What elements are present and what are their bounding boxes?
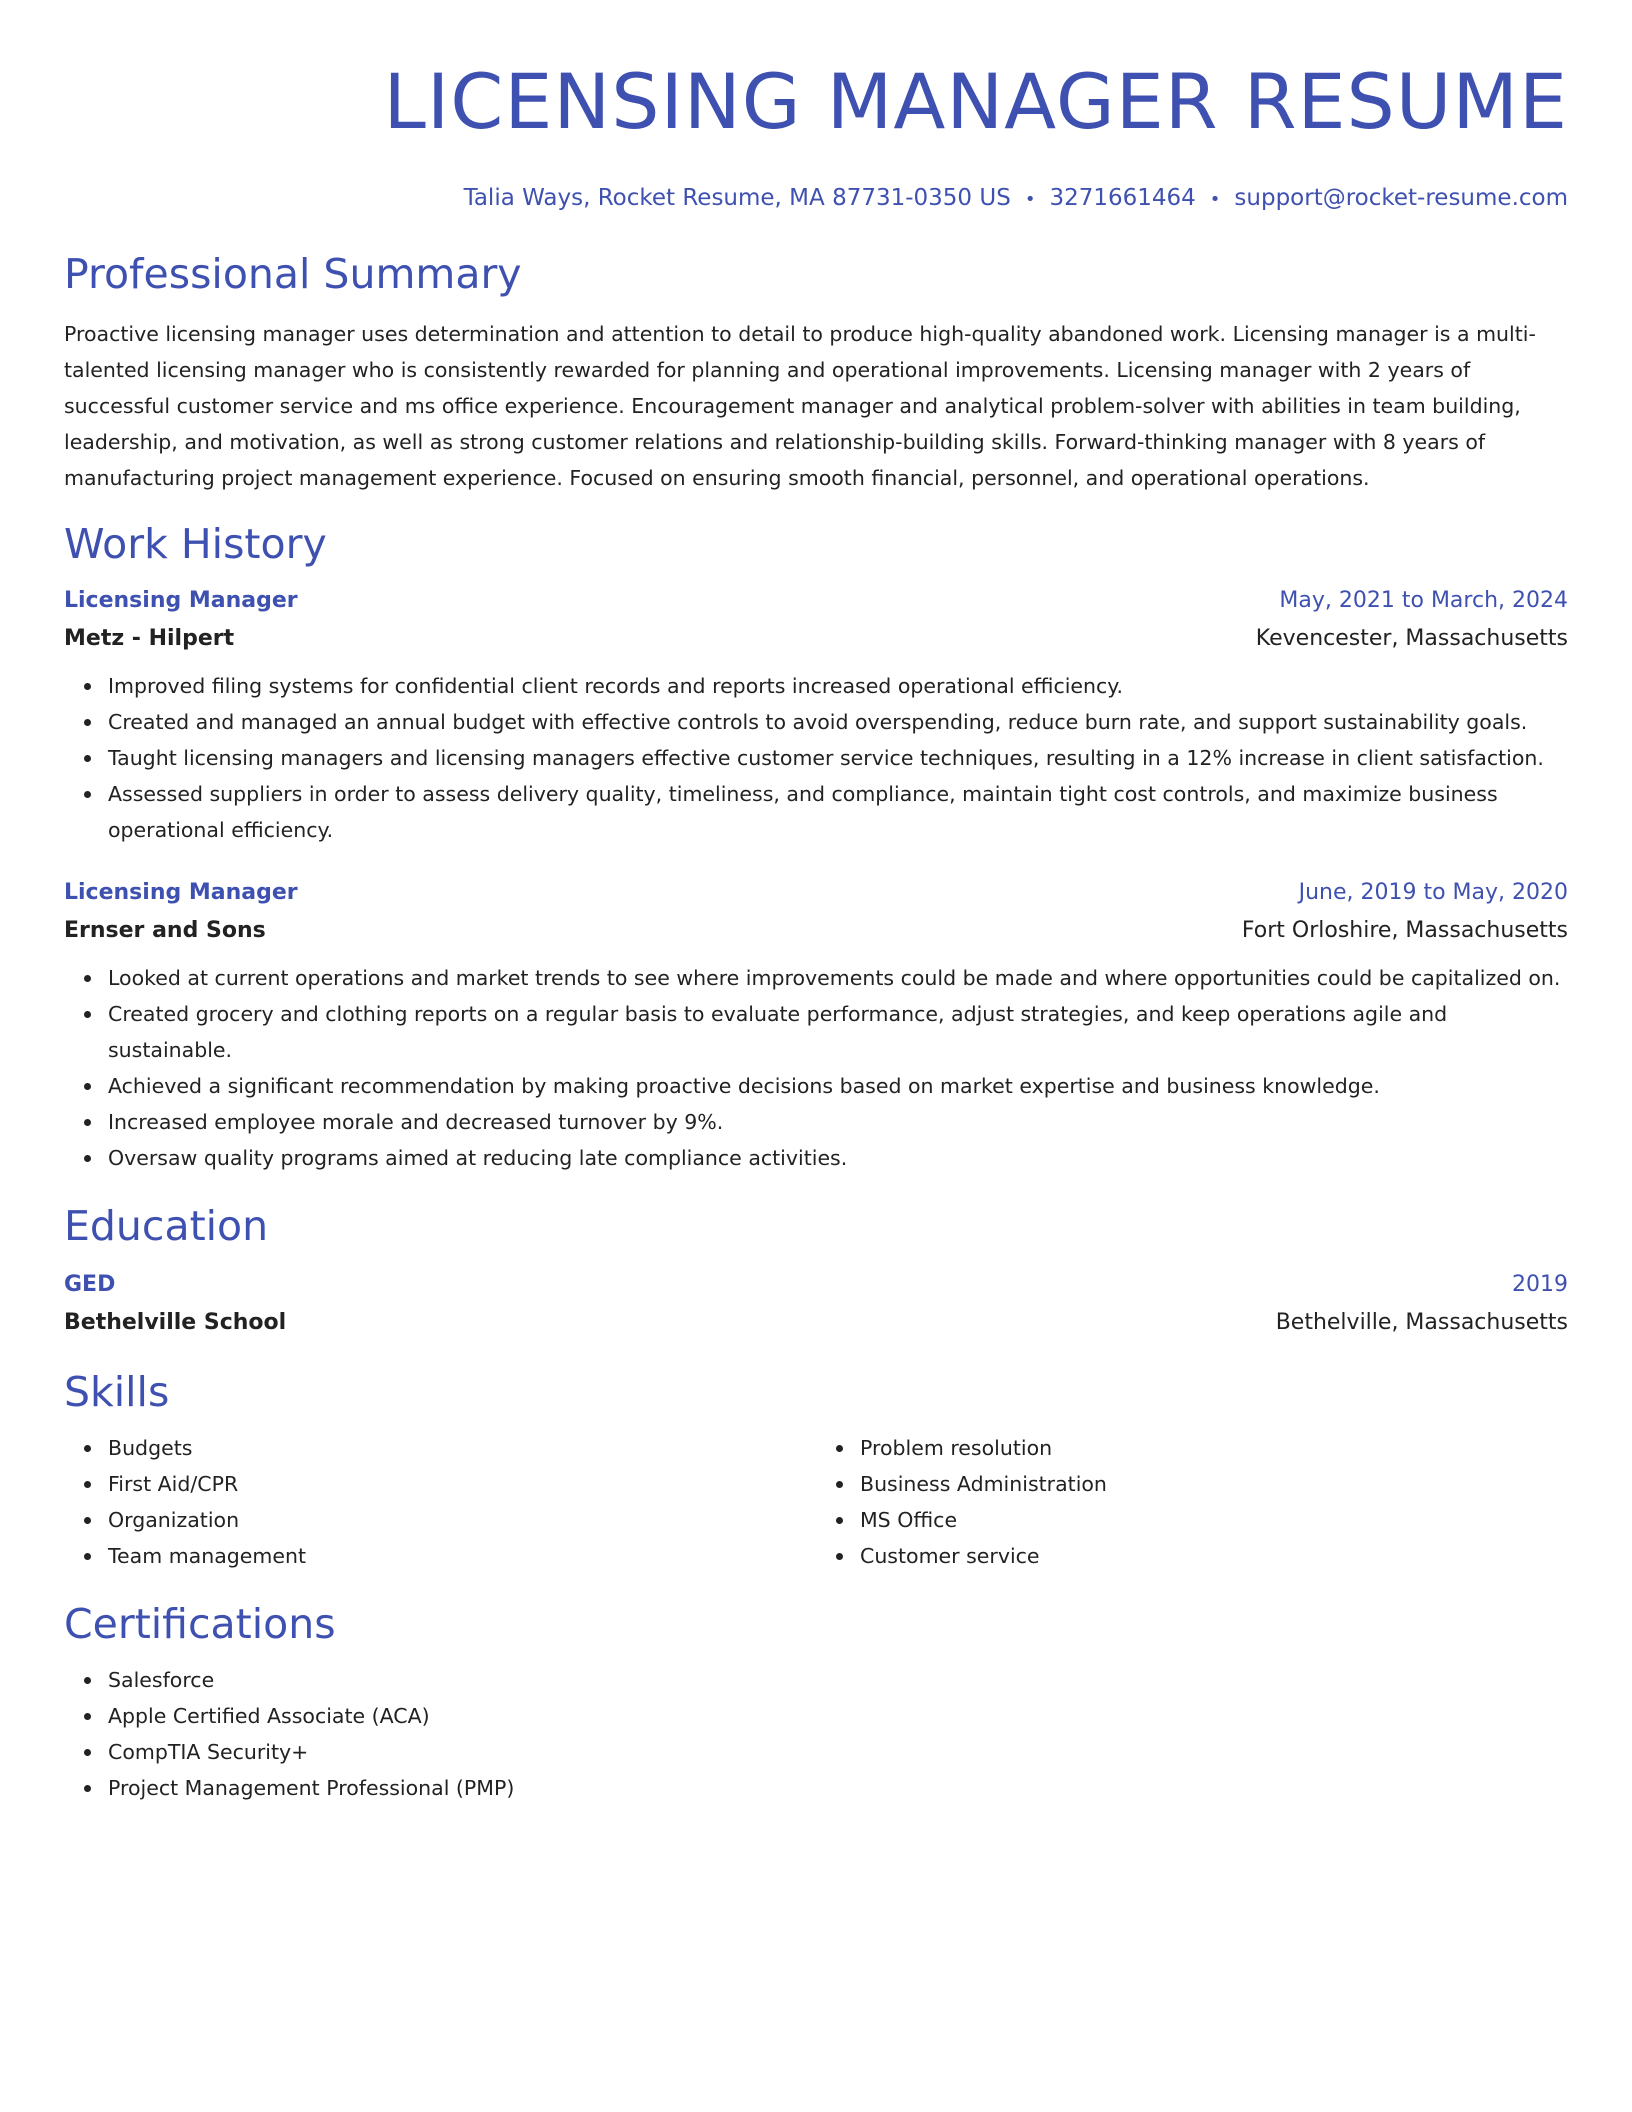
job-location: Fort Orloshire, Massachusetts — [1241, 918, 1568, 943]
summary-heading: Professional Summary — [64, 250, 522, 298]
certification-item: Apple Certified Associate (ACA) — [108, 1698, 1568, 1734]
education-school: Bethelville School — [64, 1310, 287, 1335]
job-bullets — [64, 960, 1568, 1176]
job-bullets — [64, 668, 1568, 848]
certification-item: Salesforce — [108, 1662, 1568, 1698]
job-bullet: Taught licensing managers and licensing managers effective customer service techniques, resulting in a 12% increase in client satisfaction. — [108, 740, 1568, 776]
contact-separator: • — [1024, 189, 1036, 210]
skills-grid — [64, 1430, 1568, 1574]
job-company: Ernser and Sons — [64, 918, 266, 943]
contact-line — [64, 182, 1568, 216]
skill-item: Problem resolution — [860, 1430, 1568, 1466]
contact-separator: • — [1209, 189, 1221, 210]
certifications-heading: Certifications — [64, 1600, 336, 1648]
job-title: Licensing Manager — [64, 880, 298, 905]
education-entry — [64, 1266, 1568, 1342]
job-bullet: Created grocery and clothing reports on a regular basis to evaluate performance, adjust strategies, and keep operations agile and sustainable. — [108, 996, 1568, 1068]
skill-item: Team management — [108, 1538, 816, 1574]
job-title: Licensing Manager — [64, 588, 298, 613]
skill-item: Organization — [108, 1502, 816, 1538]
resume-title: LICENSING MANAGER RESUME — [383, 57, 1568, 146]
certification-item: CompTIA Security+ — [108, 1734, 1568, 1770]
skills-list-left — [64, 1430, 816, 1574]
summary-text: Proactive licensing manager uses determination and attention to detail to produce high-quality abandoned work. Licensing manager is a multi-talented licensing manager who is consistently rewarded for planning and operational improvements. Licensing manager with 2 years of successful customer service and ms office experience. Encouragement manager and analytical problem-solver with abilities in team building, leadership, and motivation, as well as strong customer relations and relationship-building skills. Forward-thinking manager with 8 years of manufacturing project management experience. Focused on ensuring smooth financial, personnel, and operational operations. — [64, 322, 1536, 490]
certification-item: Project Management Professional (PMP) — [108, 1770, 1568, 1806]
job-bullet: Assessed suppliers in order to assess delivery quality, timeliness, and compliance, maintain tight cost controls, and maximize business operational efficiency. — [108, 776, 1568, 848]
education-degree: GED — [64, 1272, 116, 1297]
job-dates: May, 2021 to March, 2024 — [1279, 588, 1568, 613]
job-location: Kevencester, Massachusetts — [1255, 626, 1568, 651]
contact-email: support@rocket-resume.com — [1234, 185, 1568, 211]
contact-phone: 3271661464 — [1049, 185, 1196, 211]
skills-list-right — [816, 1430, 1568, 1574]
job-dates: June, 2019 to May, 2020 — [1298, 880, 1568, 905]
skill-item: Budgets — [108, 1430, 816, 1466]
skills-heading: Skills — [64, 1368, 170, 1416]
job-bullet: Improved filing systems for confidential client records and reports increased operational efficiency. — [108, 668, 1568, 704]
skill-item: Customer service — [860, 1538, 1568, 1574]
job-bullet: Looked at current operations and market trends to see where improvements could be made and where opportunities could be capitalized on. — [108, 960, 1568, 996]
job-bullet: Achieved a significant recommendation by making proactive decisions based on market expertise and business knowledge. — [108, 1068, 1568, 1104]
certifications-list — [64, 1662, 1568, 1806]
job-entry — [64, 874, 1568, 1176]
job-bullet: Oversaw quality programs aimed at reducing late compliance activities. — [108, 1140, 1568, 1176]
education-year: 2019 — [1512, 1272, 1568, 1297]
education-location: Bethelville, Massachusetts — [1275, 1310, 1568, 1335]
skill-item: First Aid/CPR — [108, 1466, 816, 1502]
job-company: Metz - Hilpert — [64, 626, 235, 651]
job-bullet: Created and managed an annual budget with effective controls to avoid overspending, reduce burn rate, and support sustainability goals. — [108, 704, 1568, 740]
education-heading: Education — [64, 1202, 269, 1250]
skill-item: Business Administration — [860, 1466, 1568, 1502]
contact-address: Talia Ways, Rocket Resume, MA 87731-0350 US — [463, 185, 1011, 211]
job-entry — [64, 582, 1568, 848]
skill-item: MS Office — [860, 1502, 1568, 1538]
job-bullet: Increased employee morale and decreased turnover by 9%. — [108, 1104, 1568, 1140]
work-history-heading: Work History — [64, 520, 327, 568]
